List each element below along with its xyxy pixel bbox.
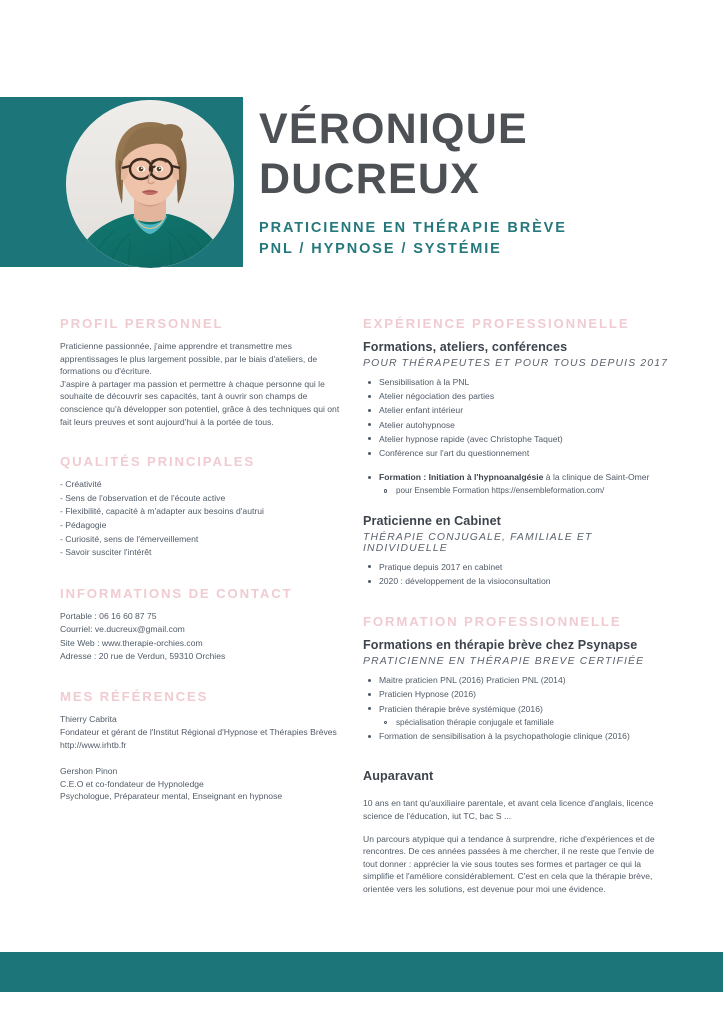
contact-phone: Portable : 06 16 60 87 75	[60, 610, 157, 621]
training-bullet-list	[363, 673, 670, 743]
avatar	[66, 100, 234, 268]
reference-name: Gershon Pinon	[60, 765, 118, 776]
list-item: - Sens de l'observation et de l'écoute active	[60, 492, 226, 503]
section-auparavant	[363, 769, 670, 895]
reference-link[interactable]: http://www.irhtb.fr	[60, 739, 127, 750]
reference-role: Fondateur et gérant de l'Institut Régional d'Hypnose et Thérapies Brèves	[60, 727, 337, 738]
highlight-bold-text: Formation : Initiation à l'hypnoanalgésie	[379, 472, 544, 483]
previously-paragraph-2: Un parcours atypique qui a tendance à surprendre, riche d'expériences et de rencontres. De ces années passées à me chercher, il ne reste que l'envie de tout donner : apprécier la vie sous toutes ses formes et partager ce qui la simplifie et l'améliore considérablement. C'est en cela que la thérapie brève, orientée vers les solutions, est devenue pour moi une évidence.	[363, 833, 655, 895]
title-line-1: PRATICIENNE EN THÉRAPIE BRÈVE	[259, 220, 567, 236]
list-item: Praticien Hypnose (2016)	[363, 687, 670, 701]
reference-name: Thierry Cabrita	[60, 714, 117, 725]
list-item: Pratique depuis 2017 en cabinet	[363, 560, 670, 574]
footer-teal-band	[0, 952, 723, 992]
section-heading-contact: INFORMATIONS DE CONTACT	[60, 585, 293, 601]
spacer	[60, 663, 340, 689]
contact-email[interactable]: Courriel: ve.ducreux@gmail.com	[60, 624, 185, 635]
spacer	[363, 743, 670, 769]
reference-role: C.E.O et co-fondateur de Hypnoledge	[60, 778, 204, 789]
sub-list-item: spécialisation thérapie conjugale et familiale	[379, 716, 670, 729]
reference-entry	[60, 765, 340, 803]
list-item: Conférence sur l'art du questionnement	[363, 446, 670, 460]
qualities-list	[60, 478, 340, 560]
reference-entry	[60, 713, 340, 751]
job-title-formations: Formations, ateliers, conférences	[363, 340, 568, 354]
training-subtitle: PRATICIENNE EN THÉRAPIE BREVE CERTIFIÉE	[363, 656, 645, 668]
contact-address: Adresse : 20 rue de Verdun, 59310 Orchies	[60, 650, 226, 661]
contact-list	[60, 610, 340, 664]
hypnoanalgesie-sub-list	[379, 484, 670, 497]
list-item: - Créativité	[60, 479, 102, 490]
profile-paragraph-1: Praticienne passionnée, j'aime apprendre et transmettre mes apprentissages le plus largement possible, par le biais d'ateliers, de formations ou d'écriture.	[60, 341, 318, 377]
sub-list-item[interactable]: pour Ensemble Formation https://ensembleformation.com/	[379, 484, 670, 497]
section-mes-references	[60, 689, 340, 803]
spacer	[60, 428, 340, 454]
first-name: VÉRONIQUE	[259, 105, 528, 153]
training-title-psynapse: Formations en thérapie brève chez Psynapse	[363, 638, 638, 653]
previously-heading: Auparavant	[363, 769, 434, 784]
list-item: Atelier enfant intérieur	[363, 403, 670, 417]
section-heading-experience: EXPÉRIENCE PROFESSIONNELLE	[363, 316, 630, 331]
section-informations-de-contact	[60, 586, 340, 664]
highlight-rest-text: à la clinique de Saint-Omer	[543, 472, 650, 483]
spacer	[363, 460, 670, 470]
spacer	[363, 498, 670, 514]
spacer	[363, 588, 670, 614]
section-heading-formation: FORMATION PROFESSIONNELLE	[363, 614, 622, 630]
spacer	[60, 560, 340, 586]
section-profil-personnel	[60, 316, 340, 428]
reference-detail: Psychologue, Préparateur mental, Enseignant en hypnose	[60, 791, 283, 802]
portrait-photo-illustration	[66, 100, 234, 268]
section-experience-professionnelle	[363, 316, 670, 588]
contact-website[interactable]: Site Web : www.therapie-orchies.com	[60, 637, 203, 648]
list-item-text: Praticien thérapie brève systémique (2016)	[379, 703, 543, 714]
list-item: - Savoir susciter l'intérêt	[60, 547, 152, 558]
list-item: Atelier autohypnose	[363, 418, 670, 432]
profile-paragraph-2: J'aspire à partager ma passion et permettre à chaque personne qui le souhaite de découvrir ses capacités, tant à ouvrir son champs de conscience qu'à développer son potentiel, grâce à des techniques qui ont fait leurs preuves et sont aujourd'hui à la portée de tous.	[60, 378, 340, 427]
right-column	[363, 316, 670, 896]
job-subtitle-cabinet: THÉRAPIE CONJUGALE, FAMILIALE ET INDIVIDUELLE	[363, 531, 593, 554]
spacer	[363, 787, 670, 797]
list-item: Sensibilisation à la PNL	[363, 375, 670, 389]
section-heading-profil: PROFIL PERSONNEL	[60, 316, 224, 331]
section-heading-qualites: QUALITÉS PRINCIPALES	[60, 454, 256, 470]
list-item: - Pédagogie	[60, 519, 107, 530]
list-item: Atelier négociation des parties	[363, 389, 670, 403]
list-item	[363, 702, 670, 730]
left-column	[60, 316, 340, 816]
list-item: - Flexibilité, capacité à m'adapter aux besoins d'autrui	[60, 506, 264, 517]
job-subtitle-formations: POUR THÉRAPEUTES ET POUR TOUS DEPUIS 2017	[363, 358, 669, 369]
hypnoanalgesie-bullet-list	[363, 470, 670, 498]
professional-title	[259, 218, 709, 260]
section-heading-references: MES RÉFÉRENCES	[60, 689, 209, 705]
previously-paragraph-1: 10 ans en tant qu'auxiliaire parentale, et avant cela licence d'anglais, licence science de l'éducation, iut TC, bac S ...	[363, 798, 654, 822]
list-item: 2020 : développement de la visioconsultation	[363, 574, 670, 588]
section-qualites-principales	[60, 454, 340, 560]
cv-header	[0, 0, 723, 290]
list-item: Maitre praticien PNL (2016) Praticien PNL (2014)	[363, 673, 670, 687]
title-line-2: PNL / HYPNOSE / SYSTÉMIE	[259, 241, 502, 257]
list-item: Atelier hypnose rapide (avec Christophe Taquet)	[363, 432, 670, 446]
section-formation-professionnelle	[363, 614, 670, 743]
header-text-block	[259, 104, 709, 260]
list-item-highlight	[363, 470, 670, 498]
list-item: Formation de sensibilisation à la psychopathologie clinique (2016)	[363, 729, 670, 743]
job-title-cabinet: Praticienne en Cabinet	[363, 513, 501, 528]
formations-bullet-list	[363, 375, 670, 460]
list-item: - Curiosité, sens de l'émerveillement	[60, 533, 199, 544]
last-name: DUCREUX	[259, 155, 481, 203]
cabinet-bullet-list	[363, 560, 670, 588]
training-sub-list	[379, 716, 670, 729]
